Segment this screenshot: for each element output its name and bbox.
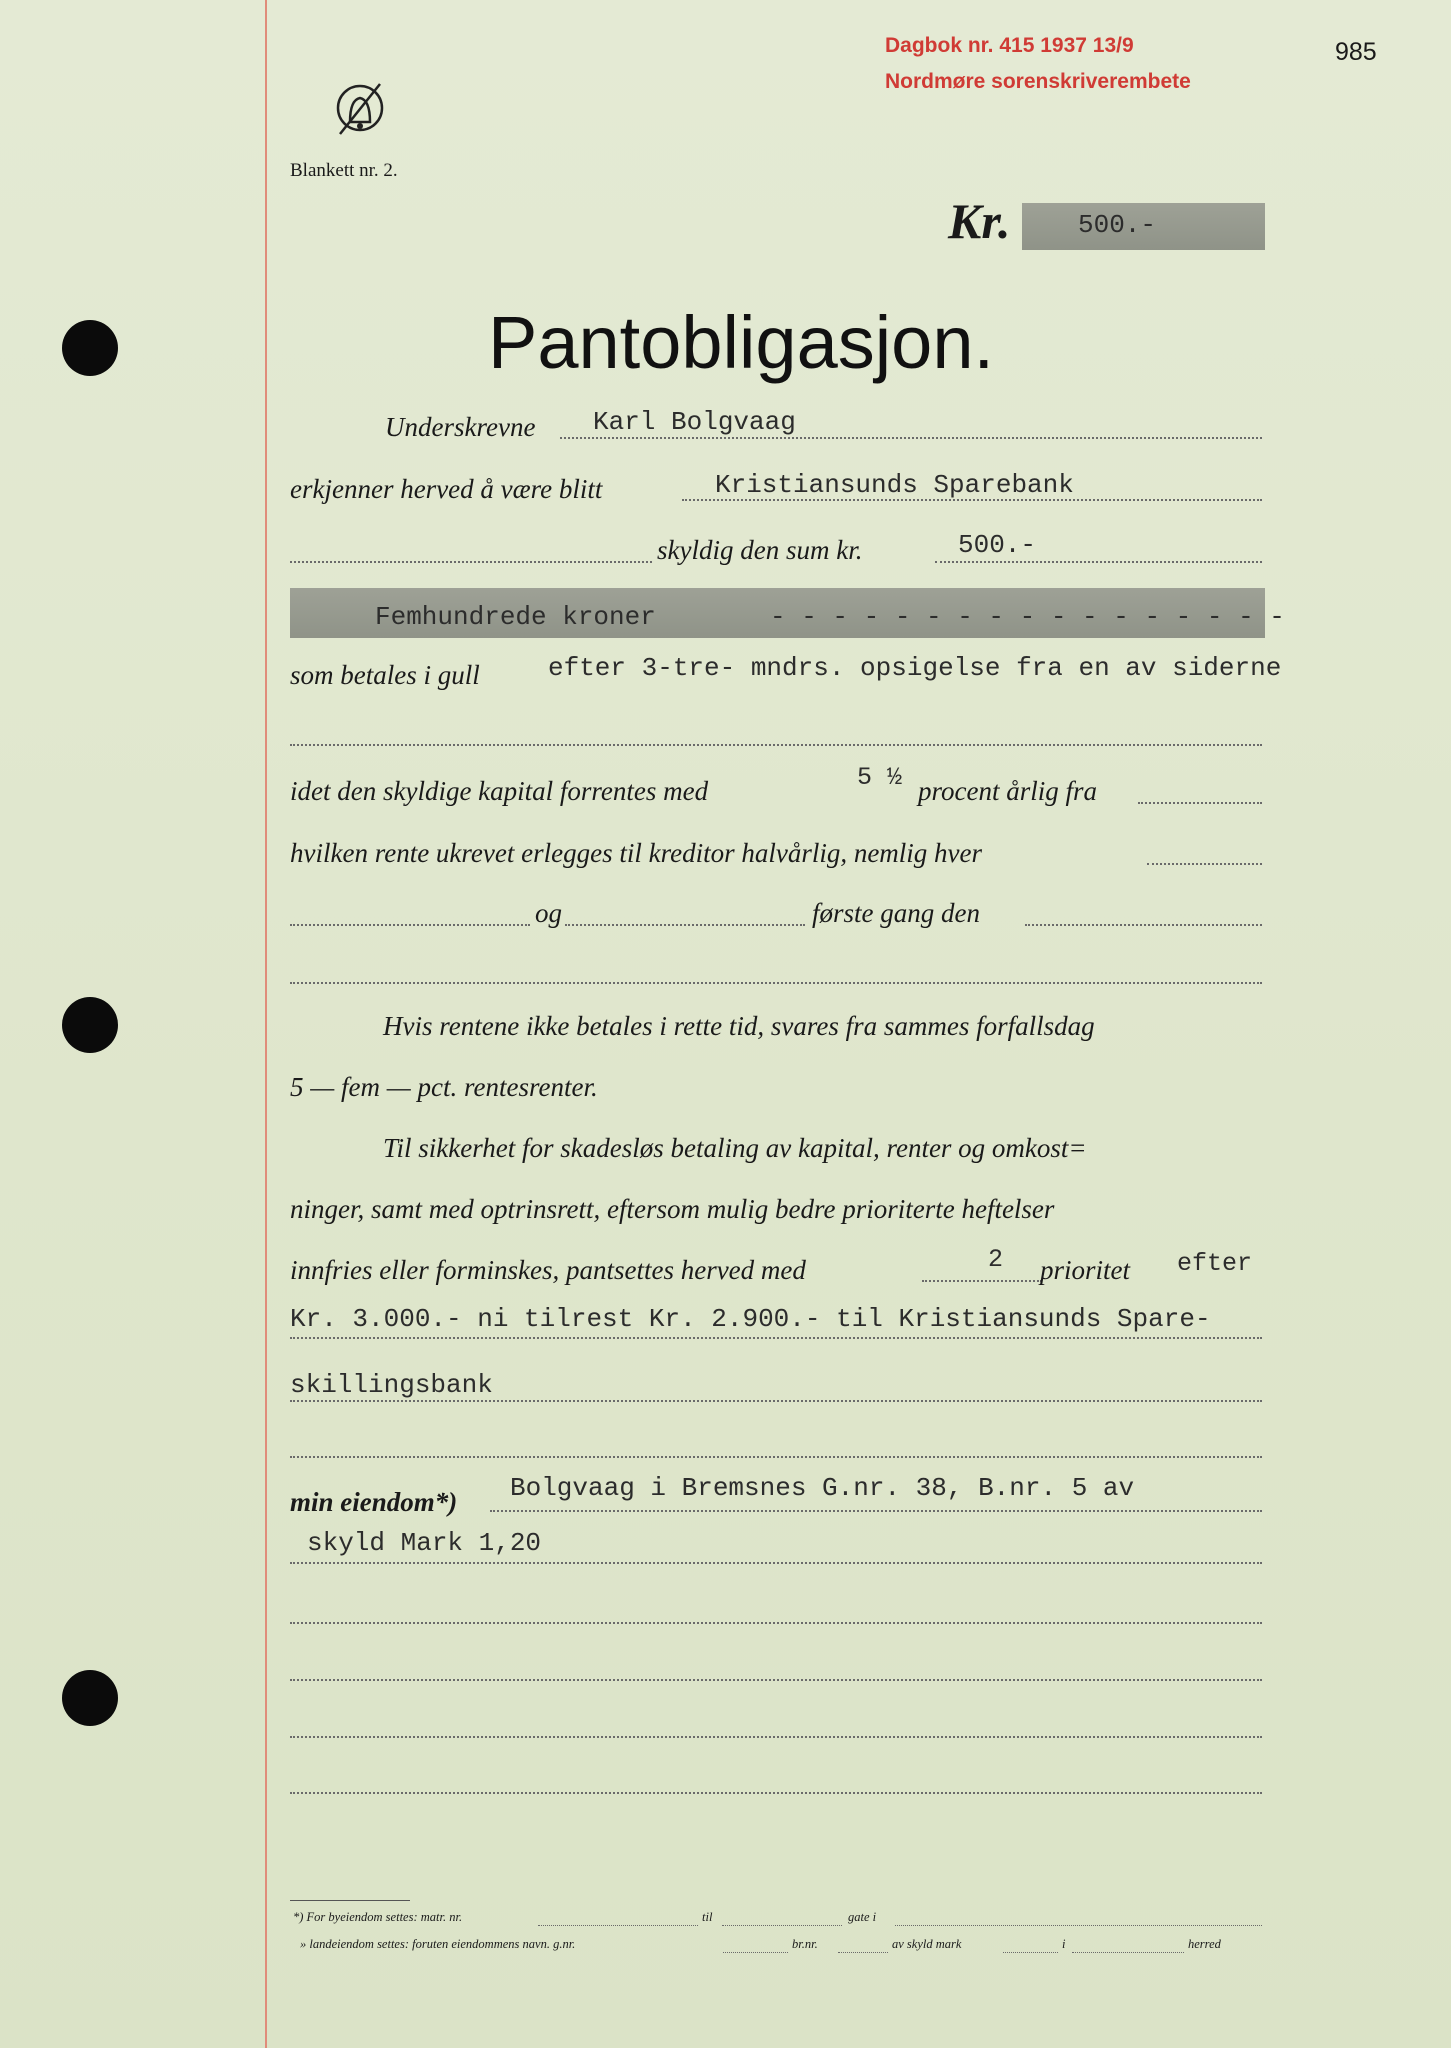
page-title: Pantobligasjon. (488, 301, 995, 384)
dotted-line (1147, 863, 1262, 865)
betales-label: som betales i gull (290, 660, 480, 690)
form-label: Blankett nr. 2. (290, 160, 398, 181)
footnote-line2-d: i (1062, 1937, 1066, 1951)
underskrevne-label: Underskrevne (385, 412, 536, 442)
dotted-line (1138, 802, 1262, 804)
dotted-line (290, 924, 530, 926)
dotted-line (935, 561, 1262, 563)
dotted-line (290, 1400, 1262, 1402)
property-value-line1: Bolgvaag i Bremsnes G.nr. 38, B.nr. 5 av (510, 1473, 1135, 1503)
dotted-line (290, 1456, 1262, 1458)
sum-words-dashes: - - - - - - - - - - - - - - - - - (770, 602, 1285, 632)
footnote-line1-c: gate i (848, 1910, 877, 1924)
security-clause-line2: ninger, samt med optrinsrett, eftersom mulig bedre prioriterte heftelser (290, 1194, 1055, 1224)
dotted-line (290, 561, 652, 563)
footnote-line2-b: br.nr. (792, 1937, 818, 1951)
registry-stamp-line2: Nordmøre sorenskriverembete (885, 70, 1191, 93)
forrentes-value: 5 ½ (857, 763, 903, 792)
footnote-line2-e: herred (1188, 1937, 1221, 1951)
dotted-line (1003, 1952, 1058, 1953)
punch-hole (62, 1670, 118, 1726)
security-clause-line1: Til sikkerhet for skadesløs betaling av kapital, renter og omkost= (383, 1133, 1087, 1163)
interest-clause-line2: 5 — fem — pct. rentesrenter. (290, 1072, 598, 1102)
punch-hole (62, 320, 118, 376)
dotted-line (565, 924, 805, 926)
dotted-line (895, 1925, 1262, 1926)
dotted-line (1072, 1952, 1184, 1953)
property-value-line2: skyld Mark 1,20 (307, 1528, 542, 1558)
betales-value: efter 3-tre- mndrs. opsigelse fra en av siderne (548, 653, 1282, 683)
amount-label: Kr. (948, 193, 1011, 249)
dotted-line (290, 1622, 1262, 1624)
dotted-line (290, 1562, 1262, 1564)
margin-line (265, 0, 267, 2048)
underskrevne-value: Karl Bolgvaag (593, 407, 796, 437)
footnote-line2-c: av skyld mark (892, 1937, 962, 1951)
dotted-line (290, 1792, 1262, 1794)
dotted-line (290, 1736, 1262, 1738)
typed-encumbrance-line2: skillingsbank (290, 1370, 493, 1400)
priority-label: prioritet (1040, 1255, 1131, 1285)
dotted-line (490, 1510, 1262, 1512)
sum-words-value: Femhundrede kroner (375, 602, 656, 632)
priority-value: 2 (988, 1245, 1004, 1274)
dotted-line (290, 1679, 1262, 1681)
skyldig-label: skyldig den sum kr. (657, 535, 863, 565)
creditor-value: Kristiansunds Sparebank (715, 470, 1074, 500)
footnote-rule (290, 1900, 410, 1901)
footnote-line1-a: *) For byeiendom settes: matr. nr. (293, 1910, 463, 1924)
erkjenner-label: erkjenner herved å være blitt (290, 474, 603, 504)
dotted-line (290, 744, 1262, 746)
interest-clause-line1: Hvis rentene ikke betales i rette tid, svares fra sammes forfallsdag (383, 1011, 1095, 1041)
dotted-line (1025, 924, 1262, 926)
punch-hole (62, 997, 118, 1053)
procent-label: procent årlig fra (918, 776, 1097, 806)
forste-gang-label: første gang den (812, 898, 980, 928)
security-clause-line3: innfries eller forminskes, pantsettes herved med (290, 1255, 806, 1285)
amount-value: 500.- (1078, 210, 1157, 240)
skyldig-value: 500.- (958, 530, 1037, 560)
dotted-line (723, 1952, 788, 1953)
dotted-line (538, 1925, 698, 1926)
page-number: 985 (1335, 38, 1377, 66)
forrentes-label: idet den skyldige kapital forrentes med (290, 776, 709, 806)
bell-logo-icon (330, 78, 390, 142)
dotted-line (922, 1280, 1042, 1282)
footnote-line2-a: » landeiendom settes: foruten eiendommens navn. g.nr. (300, 1937, 576, 1951)
registry-stamp-line1: Dagbok nr. 415 1937 13/9 (885, 34, 1134, 57)
rente-label: hvilken rente ukrevet erlegges til kreditor halvårlig, nemlig hver (290, 838, 983, 868)
og-label: og (535, 898, 562, 928)
dotted-line (722, 1925, 842, 1926)
dotted-line (682, 499, 1262, 501)
property-label: min eiendom*) (290, 1487, 458, 1517)
dotted-line (838, 1952, 888, 1953)
dotted-line (290, 1337, 1262, 1339)
typed-encumbrance-line1: Kr. 3.000.- ni tilrest Kr. 2.900.- til Kristiansunds Spare- (290, 1304, 1211, 1334)
dotted-line (290, 982, 1262, 984)
priority-note: efter (1177, 1249, 1253, 1278)
footnote-line1-b: til (702, 1910, 713, 1924)
dotted-line (560, 437, 1262, 439)
